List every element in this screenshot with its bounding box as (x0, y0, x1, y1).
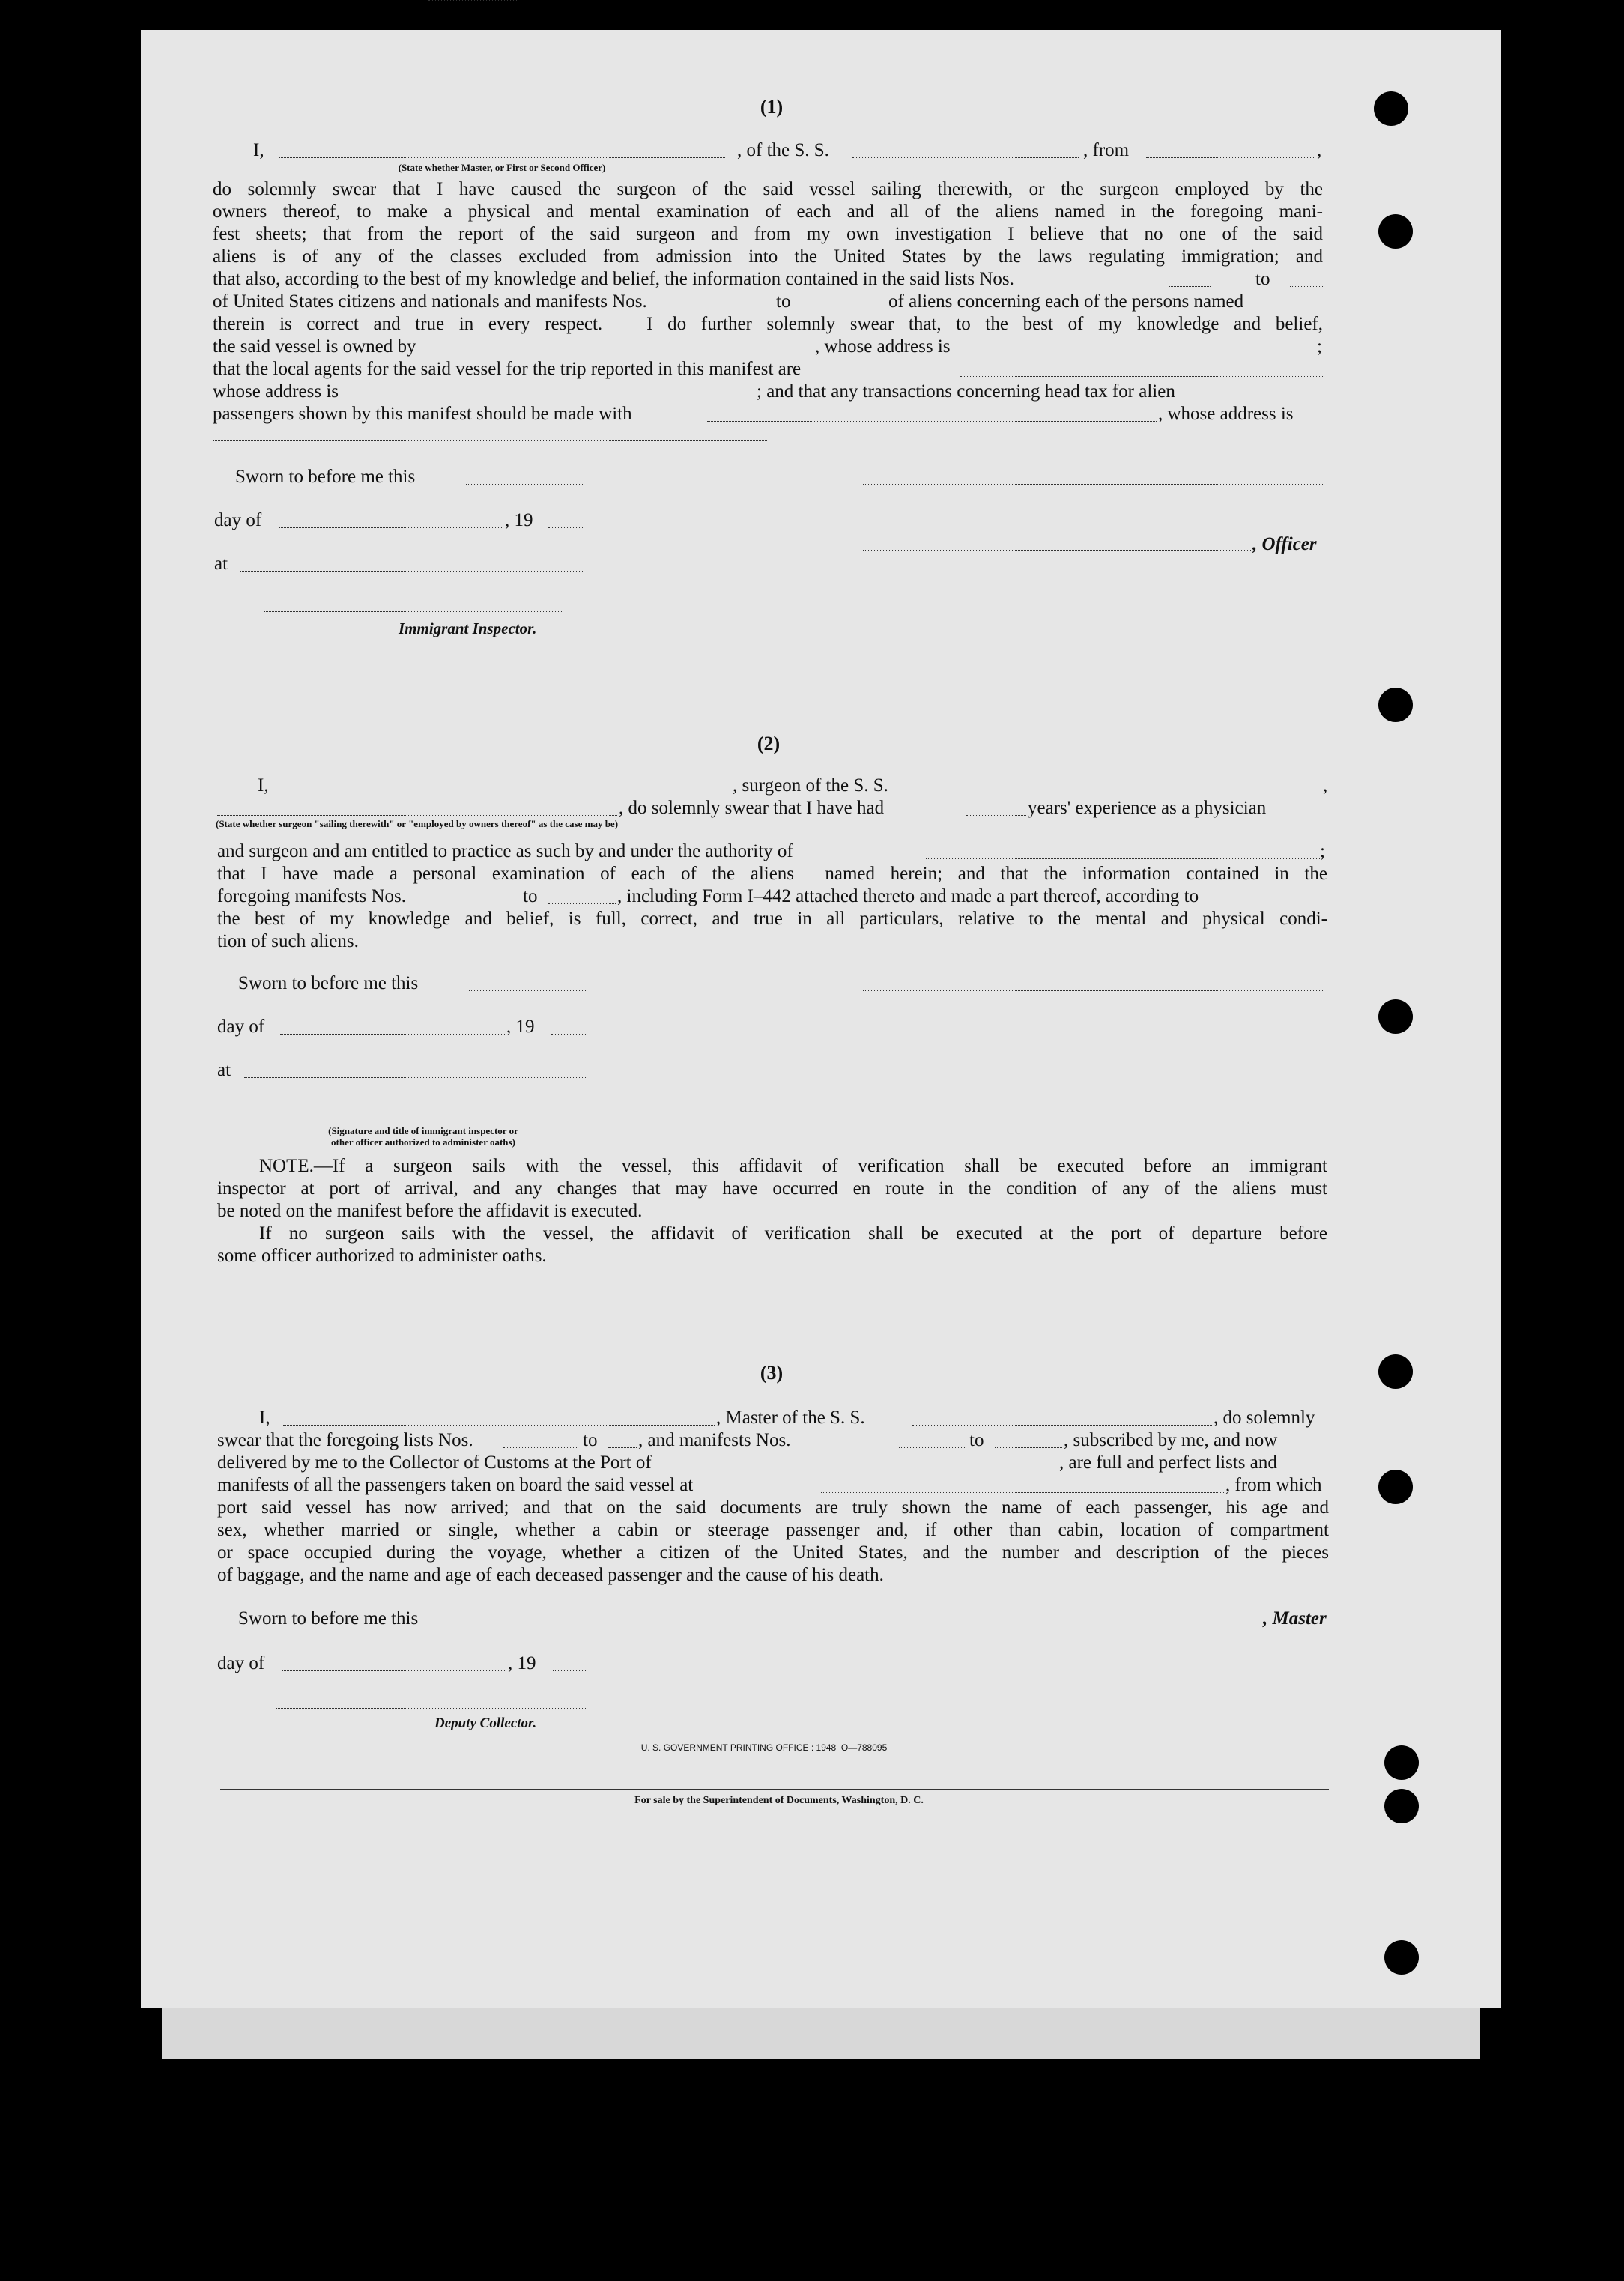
s3-swear-lists: swear that the foregoing lists Nos. (217, 1430, 473, 1450)
footer-rule (220, 1789, 1329, 1790)
s3-master-of: , Master of the S. S. (716, 1408, 865, 1428)
s2-to: to (523, 886, 538, 906)
s2-sworn-blank (469, 990, 586, 991)
s1-vessel-blank (852, 157, 1079, 158)
s3-master: , Master (1263, 1608, 1327, 1629)
s1-text-line-2: owners thereof, to make a physical and mental examination of each and all of the aliens named in the foregoing mani- (213, 202, 1323, 222)
s2-semicolon: ; (1320, 841, 1325, 861)
s3-text-line-2: sex, whether married or single, whether a cabin or steerage passenger and, if other than cabin, location of compartment (217, 1520, 1329, 1540)
s2-day-of: day of (217, 1017, 265, 1037)
s3-i: I, (259, 1408, 270, 1428)
punch-hole (1378, 688, 1413, 722)
s1-text-line-4: aliens is of any of the classes excluded from admission into the United States by the laws regulating immigration; and (213, 246, 1323, 267)
punch-hole (1378, 214, 1413, 249)
s1-day-blank (279, 527, 503, 528)
s1-sworn: Sworn to before me this (235, 467, 416, 487)
s1-inspector-blank (264, 611, 563, 612)
s3-sworn: Sworn to before me this (238, 1608, 419, 1629)
s3-day-of: day of (217, 1653, 265, 1673)
s2-note-line-1: NOTE.—If a surgeon sails with the vessel, this affidavit of verification shall be executed before an immigrant (259, 1156, 1327, 1176)
s1-whose-address-2: , whose address is (1158, 404, 1294, 424)
punch-hole (1378, 1354, 1413, 1389)
s2-authority-blank (926, 858, 1320, 859)
s3-nineteen: , 19 (508, 1653, 536, 1673)
s2-signature-blank (863, 990, 1323, 991)
s1-lists-to-blank (1290, 286, 1323, 287)
s2-note-line-5: some officer authorized to administer oaths. (217, 1246, 547, 1266)
s2-nineteen: , 19 (506, 1017, 535, 1037)
s3-lists-from-blank (503, 1447, 578, 1448)
s3-collector-blank (276, 1708, 587, 1709)
s1-text-line-7: therein is correct and true in every respect. I do further solemnly swear that, to the best of my knowledge and belief, (213, 314, 1323, 334)
punch-hole (1384, 1940, 1419, 1975)
s2-text-line-4: the best of my knowledge and belief, is full, correct, and true in all particulars, relative to the mental and physical condi- (217, 909, 1327, 929)
section-1-number: (1) (760, 96, 784, 118)
s2-at-blank (244, 1077, 586, 1078)
s2-do-swear: , do solemnly swear that I have had (619, 798, 885, 818)
s2-text-line-2: that I have made a personal examination of each of the aliens named herein; and that the information contained in the (217, 864, 1327, 884)
s1-sworn-blank (466, 484, 583, 485)
s1-nineteen: , 19 (505, 510, 533, 530)
s1-semicolon: ; (1317, 336, 1322, 357)
s2-sig-caption-1: (Signature and title of immigrant inspector or (328, 1125, 518, 1136)
s1-text-line-8: the said vessel is owned by (213, 336, 416, 357)
s3-day-blank (282, 1670, 506, 1671)
s3-vessel-blank (912, 1425, 1212, 1426)
s3-to2: to (969, 1430, 984, 1450)
s1-text-line-5: that also, according to the best of my knowledge and belief, the information contained in the said lists Nos. (213, 269, 1014, 289)
s2-year-blank (551, 1034, 586, 1035)
s1-headtax-address-blank (213, 440, 767, 441)
s1-text-line-1: do solemnly swear that I have caused the surgeon of the said vessel sailing therewith, or the surgeon employed by the (213, 179, 1323, 199)
s1-state-officer-caption: (State whether Master, or First or Second Officer) (398, 162, 606, 173)
s1-inspector: Immigrant Inspector. (399, 620, 537, 637)
s3-to1: to (583, 1430, 598, 1450)
s3-delivered: delivered by me to the Collector of Customs at the Port of (217, 1452, 652, 1473)
s1-of-ss: , of the S. S. (737, 140, 829, 160)
s1-text-line-10: whose address is (213, 381, 339, 402)
s3-text-line-3: or space occupied during the voyage, whether a citizen of the United States, and the number and description of the pieces (217, 1542, 1329, 1563)
s3-do-swear: , do solemnly (1214, 1408, 1315, 1428)
s3-master-name-blank (283, 1425, 715, 1426)
s2-i: I, (258, 775, 269, 796)
s3-lists-to-blank (608, 1447, 637, 1448)
s3-full-lists: , are full and perfect lists and (1059, 1452, 1277, 1473)
s2-manifests-from-blank (428, 0, 518, 1)
s3-port-taken-blank (821, 1492, 1224, 1493)
s3-from-which: , from which (1225, 1475, 1322, 1495)
s1-of-aliens-rest: of aliens concerning each of the persons named (888, 291, 1244, 312)
s1-whose-address: , whose address is (815, 336, 951, 357)
s2-text-line-3: foregoing manifests Nos. (217, 886, 407, 906)
s1-text-line-9: that the local agents for the said vessel for the trip reported in this manifest are (213, 359, 802, 379)
s2-manifests-to-blank (548, 903, 616, 904)
s3-text-line-1: port said vessel has now arrived; and that on the said documents are truly shown the name of each passenger, his age and (217, 1497, 1329, 1518)
s1-i: I, (253, 140, 264, 160)
document-page-bottom (162, 2008, 1480, 2059)
section-2-number: (2) (757, 733, 781, 754)
s1-comma: , (1317, 140, 1322, 160)
s3-collector: Deputy Collector. (434, 1715, 537, 1731)
punch-hole (1374, 91, 1408, 126)
s2-at: at (217, 1060, 231, 1080)
s1-at-blank (240, 571, 583, 572)
s1-at: at (214, 554, 228, 574)
s3-and-manifests: , and manifests Nos. (638, 1430, 791, 1450)
s2-state-blank (217, 815, 617, 816)
punch-hole (1384, 1745, 1419, 1780)
s2-state-surgeon-caption: (State whether surgeon "sailing therewith" or "employed by owners thereof" as the case may be) (216, 818, 619, 829)
s1-head-tax: ; and that any transactions concerning head tax for alien (757, 381, 1175, 402)
gpo-imprint: U. S. GOVERNMENT PRINTING OFFICE : 1948 O—788095 (640, 1742, 888, 1753)
s1-text-line-11: passengers shown by this manifest should be made with (213, 404, 632, 424)
punch-hole (1378, 999, 1413, 1034)
s3-manifests-from-blank (899, 1447, 966, 1448)
s3-text-line-4: of baggage, and the name and age of each deceased passenger and the cause of his death. (217, 1565, 884, 1585)
punch-hole (1378, 1470, 1413, 1504)
s1-lists-from-blank (1169, 286, 1211, 287)
s1-headtax-blank (707, 421, 1157, 422)
s1-from-blank (1146, 157, 1315, 158)
s2-text-line-1: and surgeon and am entitled to practice as such by and under the authority of (217, 841, 793, 861)
s3-subscribed: , subscribed by me, and now (1064, 1430, 1278, 1450)
s1-agents-blank (960, 376, 1323, 377)
s2-years-blank (966, 815, 1026, 816)
s2-years-exp: years' experience as a physician (1028, 798, 1267, 818)
s1-officer: , Officer (1252, 534, 1317, 554)
section-3-number: (3) (760, 1362, 784, 1384)
s3-manifests-to-blank (995, 1447, 1062, 1448)
s2-surgeon-of: , surgeon of the S. S. (733, 775, 888, 796)
s1-text-line-6: of United States citizens and nationals and manifests Nos. (213, 291, 647, 312)
s1-officer-blank (279, 157, 725, 158)
s1-day-of: day of (214, 510, 262, 530)
s3-manifests-all: manifests of all the passengers taken on board the said vessel at (217, 1475, 694, 1495)
s2-sworn: Sworn to before me this (238, 973, 419, 993)
s2-including: , including Form I–442 attached thereto and made a part thereof, according to (617, 886, 1199, 906)
s1-year-blank (548, 527, 583, 528)
s2-comma: , (1323, 775, 1328, 796)
s2-day-blank (280, 1034, 505, 1035)
footer-sale-note: For sale by the Superintendent of Documents, Washington, D. C. (634, 1795, 924, 1806)
punch-hole (1384, 1789, 1419, 1823)
s2-text-line-5: tion of such aliens. (217, 931, 359, 951)
s2-note-line-2: inspector at port of arrival, and any changes that may have occurred en route in the condition of any of the aliens must (217, 1178, 1327, 1199)
s3-year-blank (553, 1670, 587, 1671)
s1-to-aliens: to (776, 291, 791, 312)
s2-note-line-4: If no surgeon sails with the vessel, the affidavit of verification shall be executed at the port of departure before (259, 1223, 1327, 1244)
s2-note-line-3: be noted on the manifest before the affidavit is executed. (217, 1201, 643, 1221)
s1-signature-blank (863, 484, 1323, 485)
s2-sig-caption-2: other officer authorized to administer oaths) (331, 1136, 515, 1148)
s1-officer-signature-blank (863, 550, 1252, 551)
s1-to: to (1255, 269, 1270, 289)
s1-text-line-3: fest sheets; that from the report of the said surgeon and from my own investigation I believe that no one of the said (213, 224, 1323, 244)
s1-from: , from (1083, 140, 1130, 160)
